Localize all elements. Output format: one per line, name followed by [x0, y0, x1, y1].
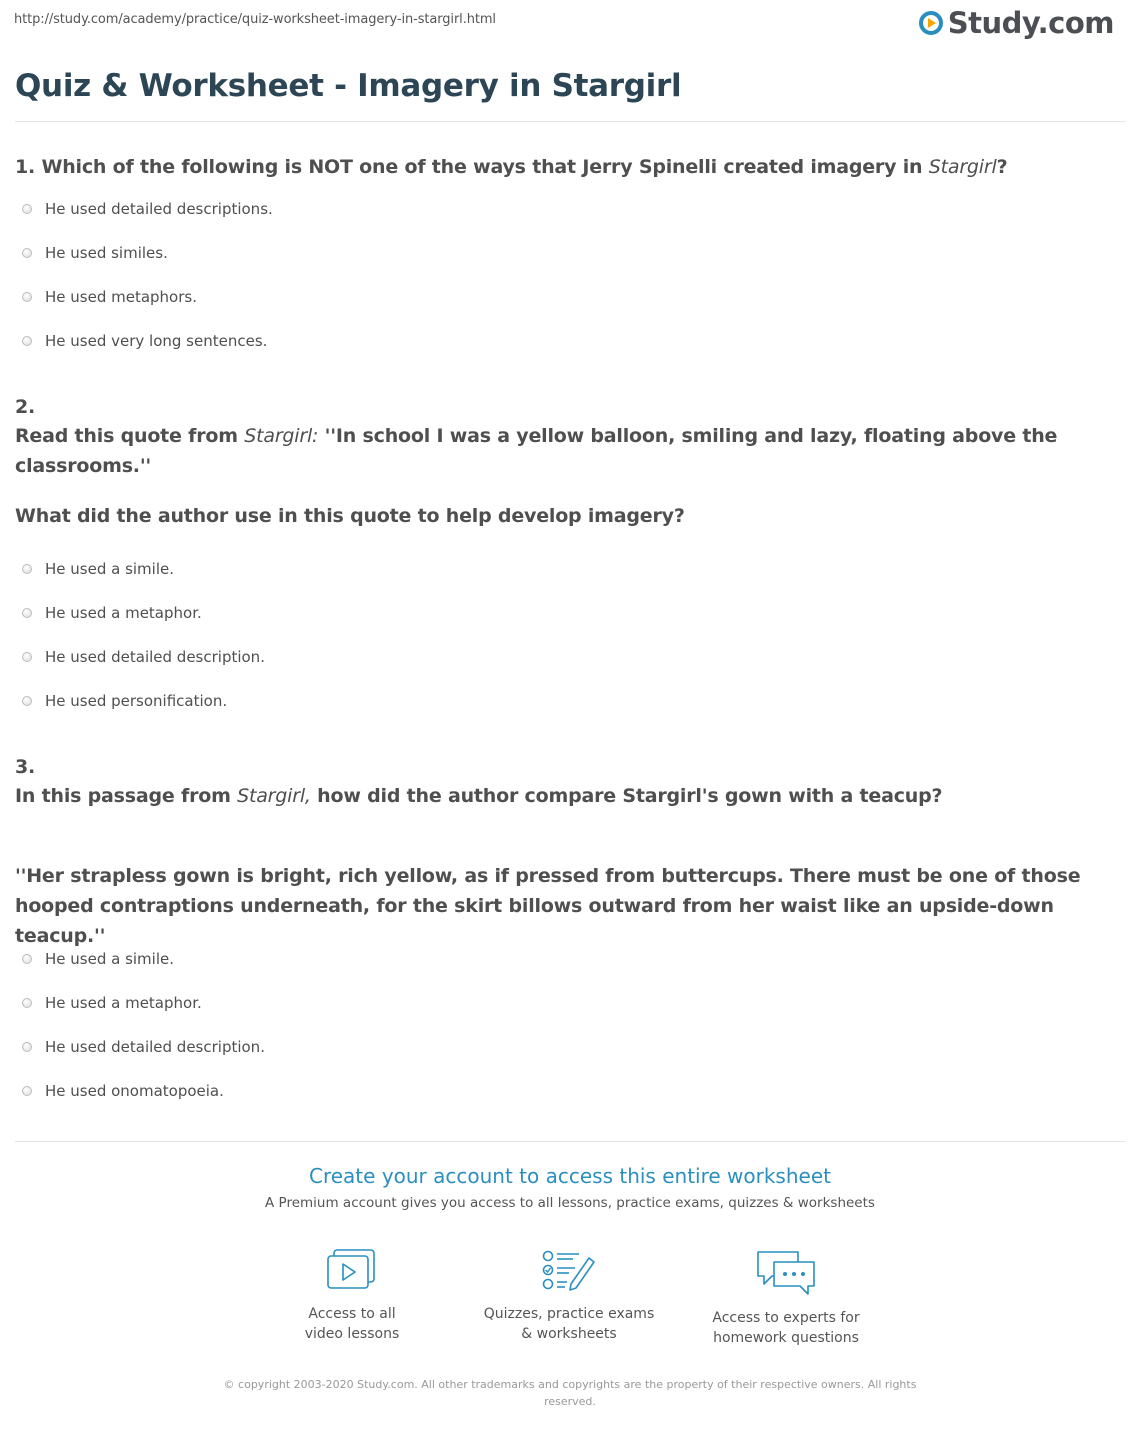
question-3-option-3[interactable]: He used detailed description.: [22, 1038, 265, 1056]
study-logo[interactable]: [918, 6, 1114, 40]
radio-button[interactable]: [22, 1042, 32, 1052]
question-2-option-4[interactable]: He used personification.: [22, 692, 227, 710]
question-3-prompt: In this passage from Stargirl, how did the author compare Stargirl's gown with a teacup?: [15, 785, 943, 807]
feature-experts: Access to experts for homework questions: [686, 1248, 886, 1348]
radio-button[interactable]: [22, 1086, 32, 1096]
question-2-prompt: What did the author use in this quote to help develop imagery?: [15, 505, 685, 527]
radio-button[interactable]: [22, 336, 32, 346]
title-divider: [15, 121, 1125, 122]
question-1-option-3[interactable]: He used metaphors.: [22, 288, 197, 306]
radio-button[interactable]: [22, 608, 32, 618]
question-2-option-2[interactable]: He used a metaphor.: [22, 604, 202, 622]
copyright-footer: © copyright 2003-2020 Study.com. All other trademarks and copyrights are the property of their respective owners. All rights reserved.: [223, 1378, 917, 1408]
question-1-text: 1. Which of the following is NOT one of the ways that Jerry Spinelli created imagery in Stargirl?: [15, 156, 1008, 178]
radio-button[interactable]: [22, 696, 32, 706]
feature-quizzes: Quizzes, practice exams & worksheets: [469, 1248, 669, 1344]
radio-button[interactable]: [22, 564, 32, 574]
radio-button[interactable]: [22, 652, 32, 662]
question-3-option-4[interactable]: He used onomatopoeia.: [22, 1082, 224, 1100]
cta-subheading: A Premium account gives you access to all lessons, practice exams, quizzes & worksheets: [265, 1195, 875, 1211]
logo-text: Study.com: [947, 6, 1114, 40]
question-1-option-2[interactable]: He used similes.: [22, 244, 168, 262]
chat-bubbles-icon: [754, 1248, 818, 1296]
question-3-passage: ''Her strapless gown is bright, rich yellow, as if pressed from buttercups. There must be one of those hooped contraptions underneath, for the skirt billows outward from her waist like an upside-down teacup.'': [15, 865, 1081, 947]
question-2-option-3[interactable]: He used detailed description.: [22, 648, 265, 666]
create-account-link[interactable]: Create your account to access this entire worksheet: [309, 1164, 831, 1188]
question-3-number: 3.: [15, 756, 36, 778]
question-3-option-1[interactable]: He used a simile.: [22, 950, 174, 968]
video-lessons-icon: [326, 1248, 378, 1292]
cta-divider: [15, 1141, 1125, 1142]
question-2-quote: Read this quote from Stargirl: ''In school I was a yellow balloon, smiling and lazy, floating above the classrooms.'': [15, 425, 1058, 477]
question-1-option-4[interactable]: He used very long sentences.: [22, 332, 267, 350]
radio-button[interactable]: [22, 204, 32, 214]
page-title: Quiz & Worksheet - Imagery in Stargirl: [15, 68, 682, 104]
page-url: http://study.com/academy/practice/quiz-worksheet-imagery-in-stargirl.html: [14, 12, 496, 27]
question-2-option-1[interactable]: He used a simile.: [22, 560, 174, 578]
radio-button[interactable]: [22, 248, 32, 258]
quiz-checklist-icon: [541, 1248, 597, 1292]
question-2-number: 2.: [15, 396, 36, 418]
radio-button[interactable]: [22, 954, 32, 964]
play-circle-icon: [918, 10, 944, 36]
question-3-option-2[interactable]: He used a metaphor.: [22, 994, 202, 1012]
radio-button[interactable]: [22, 292, 32, 302]
feature-video-lessons: Access to all video lessons: [252, 1248, 452, 1344]
question-1-option-1[interactable]: He used detailed descriptions.: [22, 200, 273, 218]
radio-button[interactable]: [22, 998, 32, 1008]
